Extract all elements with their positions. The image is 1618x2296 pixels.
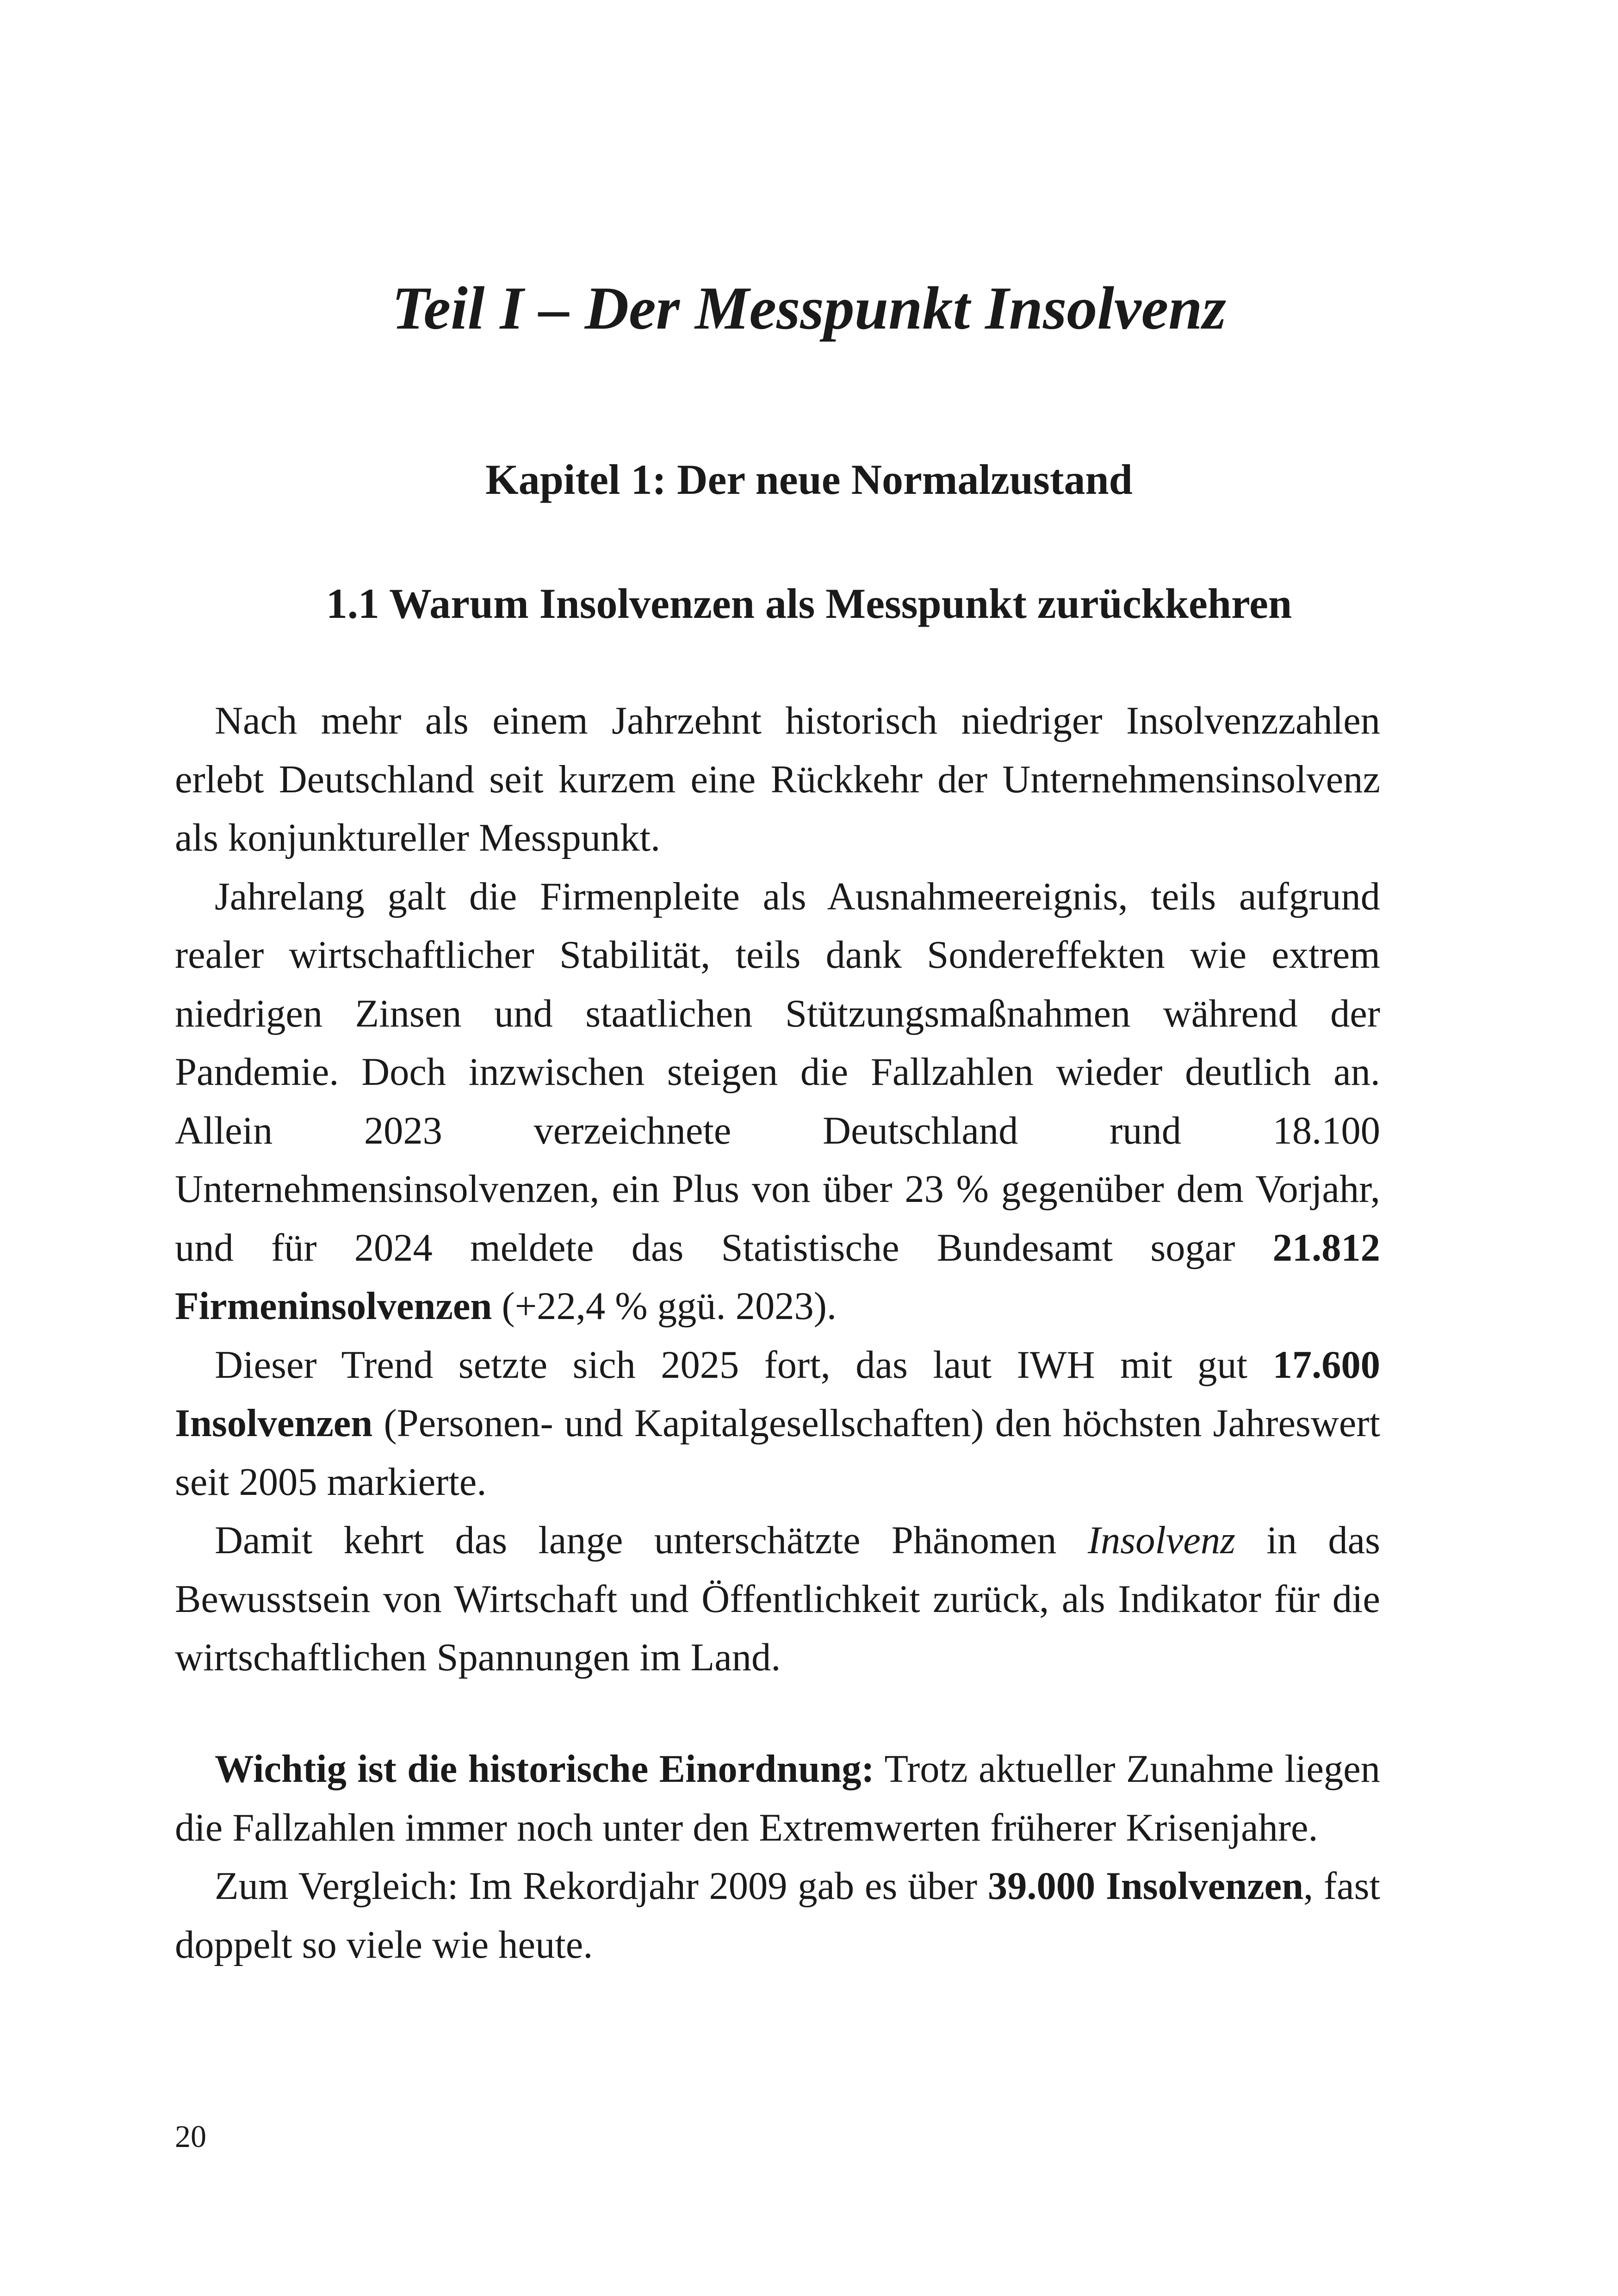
paragraph-4-text: Damit kehrt das lange unterschätzte Phänomen bbox=[215, 1519, 1088, 1562]
paragraph-2 bbox=[175, 868, 1380, 1336]
paragraph-1 bbox=[175, 692, 1380, 868]
paragraph-4-text-end: in das Bewusstsein von Wirtschaft und Öffentlichkeit zurück, als Indikator für die wirtschaftlichen Spannungen im Land. bbox=[175, 1519, 1380, 1679]
paragraph-4 bbox=[175, 1512, 1380, 1687]
part-title: Teil I – Der Messpunkt Insolvenz bbox=[391, 274, 1227, 342]
paragraph-3 bbox=[175, 1336, 1380, 1512]
section-title: 1.1 Warum Insolvenzen als Messpunkt zurückkehren bbox=[326, 580, 1292, 627]
paragraph-6 bbox=[175, 1857, 1380, 1974]
chapter-title: Kapitel 1: Der neue Normalzustand bbox=[485, 456, 1133, 503]
paragraph-5-text: Trotz aktueller Zunahme liegen die Fallzahlen immer noch unter den Extremwerten früherer Krisenjahre. bbox=[175, 1748, 1380, 1849]
paragraph-6-text-end: , fast doppelt so viele wie heute. bbox=[175, 1865, 1380, 1966]
body-text-block-2 bbox=[175, 1740, 1380, 1974]
paragraph-2-text: Jahrelang galt die Firmenpleite als Ausnahmeereignis, teils aufgrund realer wirtschaftlicher Stabilität, teils dank Sondereffekten wie extrem niedrigen Zinsen und staatlichen Stützungsmaßnahmen während der Pandemie. Doch inzwischen steigen die Fallzahlen wieder deutlich an. Allein 2023 verzeichnete Deutschland rund 18.100 Unternehmensinsolvenzen, ein Plus von über 23 % gegenüber dem Vorjahr, und für 2024 meldete das Statistische Bundesamt sogar bbox=[175, 875, 1380, 1269]
paragraph-4-italic-term: Insolvenz bbox=[1087, 1519, 1235, 1562]
paragraph-3-emphasis: 17.600 Insolvenzen bbox=[175, 1343, 1380, 1445]
page-number: 20 bbox=[175, 2119, 206, 2154]
paragraph-3-text-end: (Personen- und Kapitalgesellschaften) den höchsten Jahreswert seit 2005 markierte. bbox=[175, 1402, 1380, 1504]
paragraph-3-text: Dieser Trend setzte sich 2025 fort, das laut IWH mit gut bbox=[215, 1343, 1273, 1387]
paragraph-5 bbox=[175, 1740, 1380, 1857]
paragraph-5-lead-in: Wichtig ist die historische Einordnung: bbox=[215, 1748, 874, 1791]
paragraph-2-text-end: (+22,4 % ggü. 2023). bbox=[492, 1285, 837, 1328]
body-text-block bbox=[175, 692, 1380, 1687]
paragraph-6-emphasis: 39.000 Insolvenzen bbox=[987, 1865, 1304, 1908]
paragraph-6-text: Zum Vergleich: Im Rekordjahr 2009 gab es über bbox=[215, 1865, 988, 1908]
paragraph-1-text: Nach mehr als einem Jahrzehnt historisch niedriger Insolvenzzahlen erlebt Deutschland seit kurzem eine Rückkehr der Unternehmensinsolvenz als konjunktureller Messpunkt. bbox=[175, 699, 1380, 859]
paragraph-2-emphasis: 21.812 Firmeninsolvenzen bbox=[175, 1226, 1380, 1328]
